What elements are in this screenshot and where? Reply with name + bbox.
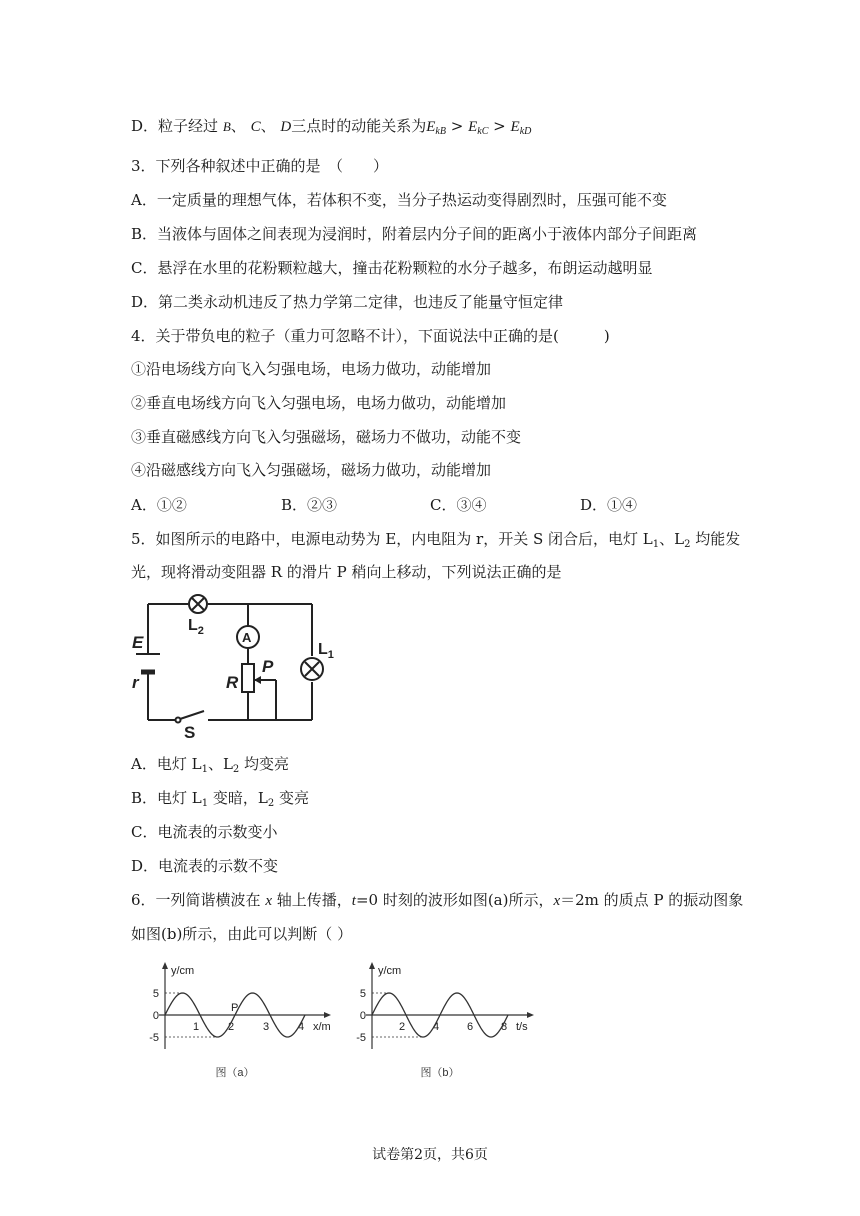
q5-option-a: A．电灯 $L_1$、$L_2$ 均变亮 [131,755,290,775]
q4-option-b: B．②③ [281,496,338,514]
label-l2: $L_2$ [188,617,204,637]
q4-statement-2: ②垂直电场线方向飞入匀强电场，电场力做功，动能增加 [131,394,507,412]
y-tick-label: -5 [149,1032,159,1044]
q2-option-d: D．粒子经过 B、 C、 D三点时的动能关系为$E_{kB} > E_{kC} > E_{kD}$ [131,117,532,137]
q3-option-a: A．一定质量的理想气体，若体积不变，当分子热运动变得剧烈时，压强可能不变 [131,191,667,209]
q4-stem: 4．关于带负电的粒子（重力可忽略不计），下面说法中正确的是( ) [131,327,610,345]
q3-option-b: B．当液体与固体之间表现为浸润时，附着层内分子间的距离小于液体内部分子间距离 [131,225,698,243]
x-tick-label: 6 [466,1021,474,1033]
q6-stem-line1: 6．一列简谐横波在 x 轴上传播，t=0 时刻的波形如图(a)所示，x＝2m 的质点 P 的振动图象 [131,891,744,909]
label-l1: $L_1$ [318,641,334,661]
y-axis-label: y/cm [378,965,402,977]
wave-graph-a [148,958,348,1088]
slider-arrow-icon [254,676,261,684]
label-a: A [242,630,252,645]
y-tick-label: 5 [152,988,159,1000]
q5-stem-line1: 5．如图所示的电路中，电源电动势为 E，内电阻为 r，开关 S 闭合后，电灯 $L_1$、$L_2$ 均能发 [131,530,741,550]
y-tick-label: 0 [152,1010,159,1022]
figure-caption: 图（b） [420,1067,460,1079]
x-axis-label: t/s [516,1021,528,1033]
q5-option-c: C．电流表的示数变小 [131,823,278,841]
x-axis-arrow-icon [527,1012,534,1018]
rheostat-icon [242,664,254,692]
x-tick-label: 2 [227,1021,235,1033]
page-footer: 试卷第2页，共6页 [372,1147,488,1163]
figure-caption: 图（a） [215,1067,255,1079]
x-tick-label: 3 [262,1021,270,1033]
battery-icon [136,654,160,672]
y-tick-label: -5 [356,1032,366,1044]
y-axis-arrow-icon [162,962,168,969]
label-p: P [262,657,274,676]
label-s: S [184,723,196,742]
lamp-l2-icon [189,595,207,613]
q5-stem-line2: 光，现将滑动变阻器 R 的滑片 P 稍向上移动，下列说法正确的是 [131,563,562,581]
q4-option-a: A．①② [131,496,187,514]
lamp-l1-icon [301,658,323,680]
q5-option-b: B．电灯 $L_1$ 变暗，$L_2$ 变亮 [131,789,310,809]
x-tick-label: 1 [192,1021,200,1033]
x-axis-arrow-icon [324,1012,331,1018]
q4-statement-4: ④沿磁感线方向飞入匀强磁场，磁场力做功，动能增加 [131,461,492,479]
x-tick-label: 4 [297,1021,305,1033]
y-tick-label: 0 [359,1010,366,1022]
point-p-label: P [231,1002,239,1014]
q5-option-d: D．电流表的示数不变 [131,857,279,875]
q4-option-d: D．①④ [580,496,638,514]
q3-stem: 3．下列各种叙述中正确的是 （ ） [131,157,389,175]
y-tick-label: 5 [359,988,366,1000]
q4-option-c: C．③④ [430,496,487,514]
circuit-diagram [126,592,341,742]
q6-stem-line2: 如图(b)所示，由此可以判断（ ） [131,925,353,943]
switch-icon [176,711,205,723]
q3-option-c: C．悬浮在水里的花粉颗粒越大，撞击花粉颗粒的水分子越多，布朗运动越明显 [131,259,653,277]
label-r-rheostat: R [226,673,239,692]
label-e: E [132,633,144,652]
x-tick-label: 4 [432,1021,440,1033]
x-tick-label: 2 [398,1021,406,1033]
label-r: r [132,673,139,692]
y-axis-label: y/cm [171,965,195,977]
q4-statement-1: ①沿电场线方向飞入匀强电场，电场力做功，动能增加 [131,360,492,378]
q4-statement-3: ③垂直磁感线方向飞入匀强磁场，磁场力不做功，动能不变 [131,428,522,446]
wave-graph-b [344,958,554,1088]
y-axis-arrow-icon [369,962,375,969]
q3-option-d: D．第二类永动机违反了热力学第二定律，也违反了能量守恒定律 [131,293,564,311]
x-tick-label: 8 [500,1021,508,1033]
x-axis-label: x/m [313,1021,331,1033]
